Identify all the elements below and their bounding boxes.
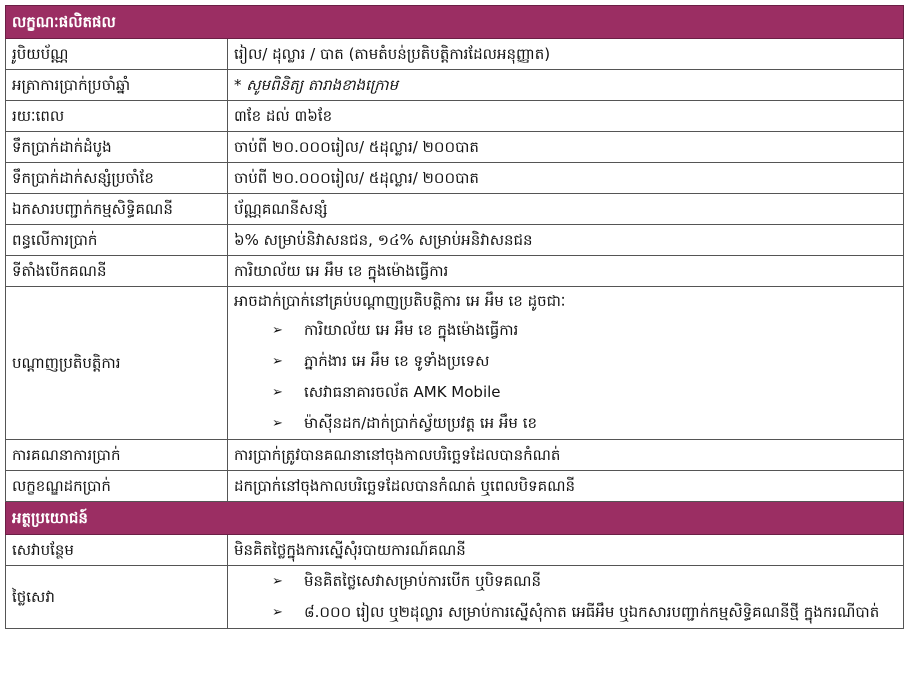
row-label: ទីតាំងបើកគណនី xyxy=(6,256,228,287)
arrow-bullet-icon: ➢ xyxy=(272,354,283,369)
section-header-benefits xyxy=(6,502,904,535)
table-row-initial-deposit xyxy=(6,132,904,163)
table-row-service-fee xyxy=(6,566,904,629)
row-value: មិនគិតថ្លៃក្នុងការស្នើសុំរបាយការណ៍គណនី xyxy=(228,535,904,566)
arrow-bullet-icon: ➢ xyxy=(272,416,283,431)
row-label: ទឹកប្រាក់ដាក់ដំបូង xyxy=(6,132,228,163)
row-label: ថ្លៃសេវា xyxy=(6,566,228,629)
row-value-channels xyxy=(228,287,904,440)
row-value: ចាប់ពី ២០.០០០រៀល/ ៥ដុល្លារ/ ២០០បាត xyxy=(228,163,904,194)
arrow-bullet-icon: ➢ xyxy=(272,385,283,400)
row-label: ពន្ធលើការប្រាក់ xyxy=(6,225,228,256)
list-item xyxy=(272,566,897,597)
fees-list xyxy=(234,566,897,628)
row-label: ការគណនាការប្រាក់ xyxy=(6,440,228,471)
row-label: ឯកសារបញ្ជាក់កម្មសិទ្ធិគណនី xyxy=(6,194,228,225)
row-value: ការិយាល័យ អេ អឹម ខេ ក្នុងម៉ោងធ្វើការ xyxy=(228,256,904,287)
table-row-interest-calculation xyxy=(6,440,904,471)
row-value: ៦% សម្រាប់និវាសនជន, ១៤% សម្រាប់អនិវាសនជន xyxy=(228,225,904,256)
section-header-features xyxy=(6,6,904,39)
row-value: ៣ខែ ដល់ ៣៦ខែ xyxy=(228,101,904,132)
row-label: ទឹកប្រាក់ដាក់សន្សំប្រចាំខែ xyxy=(6,163,228,194)
list-item xyxy=(272,315,897,346)
list-item-text: ការិយាល័យ អេ អឹម ខេ ក្នុងម៉ោងធ្វើការ xyxy=(304,321,519,339)
row-label: រយៈពេល xyxy=(6,101,228,132)
list-item-text: មិនគិតថ្លៃសេវាសម្រាប់ការបើក ឬបិទគណនី xyxy=(304,572,542,590)
arrow-bullet-icon: ➢ xyxy=(272,574,283,589)
list-item-text: ភ្នាក់ងារ អេ អឹម ខេ ទូទាំងប្រទេស xyxy=(304,352,490,370)
list-item xyxy=(272,597,897,628)
table-row-ownership-document xyxy=(6,194,904,225)
table-row-interest-rate xyxy=(6,70,904,101)
channels-intro: អាចដាក់ប្រាក់នៅគ្រប់បណ្តាញប្រតិបត្តិការ អេ អឹម ខេ ដូចជាៈ xyxy=(234,292,566,310)
arrow-bullet-icon: ➢ xyxy=(272,323,283,338)
row-label: រូបិយប័ណ្ណ xyxy=(6,39,228,70)
table-row-tax xyxy=(6,225,904,256)
row-value: * សូមពិនិត្យ តារាងខាងក្រោម xyxy=(228,70,904,101)
list-item xyxy=(272,408,897,439)
product-table xyxy=(5,5,904,629)
arrow-bullet-icon: ➢ xyxy=(272,605,283,620)
table-row-currency xyxy=(6,39,904,70)
row-label: បណ្តាញប្រតិបត្តិការ xyxy=(6,287,228,440)
list-item-text: ៨.០០០ រៀល ឬ២ដុល្លារ សម្រាប់ការស្នើសុំកាត អេធីអឹម ឬឯកសារបញ្ជាក់កម្មសិទ្ធិគណនីថ្មី ក្នុងករណីបាត់ xyxy=(304,603,880,621)
channels-list xyxy=(234,315,897,439)
table-row-account-opening-location xyxy=(6,256,904,287)
list-item xyxy=(272,377,897,408)
section-header-features-title: លក្ខណៈផលិតផល xyxy=(6,6,904,39)
row-value: ប័ណ្ណគណនីសន្សំ xyxy=(228,194,904,225)
row-value: រៀល/ ដុល្លារ / បាត (តាមតំបន់ប្រតិបត្តិការដែលអនុញ្ញាត) xyxy=(228,39,904,70)
row-label: លក្ខខណ្ឌដកប្រាក់ xyxy=(6,471,228,502)
table-row-term xyxy=(6,101,904,132)
list-item-text: ម៉ាស៊ីនដក/ដាក់ប្រាក់ស្វ័យប្រវត្ត អេ អឹម ខេ xyxy=(304,414,538,432)
row-value-fees xyxy=(228,566,904,629)
list-item-text: សេវាធនាគារចល័ត AMK Mobile xyxy=(304,383,501,401)
row-label: អត្រាការប្រាក់ប្រចាំឆ្នាំ xyxy=(6,70,228,101)
row-value: ដកប្រាក់នៅចុងកាលបរិច្ឆេទដែលបានកំណត់ ឬពេលបិទគណនី xyxy=(228,471,904,502)
table-row-monthly-deposit xyxy=(6,163,904,194)
table-row-additional-service xyxy=(6,535,904,566)
row-value: ការប្រាក់ត្រូវបានគណនានៅចុងកាលបរិច្ឆេទដែលបានកំណត់ xyxy=(228,440,904,471)
list-item xyxy=(272,346,897,377)
row-value: ចាប់ពី ២០.០០០រៀល/ ៥ដុល្លារ/ ២០០បាត xyxy=(228,132,904,163)
table-row-withdrawal-conditions xyxy=(6,471,904,502)
table-row-channels xyxy=(6,287,904,440)
section-header-benefits-title: អត្ថប្រយោជន៍ xyxy=(6,502,904,535)
row-label: សេវាបន្ថែម xyxy=(6,535,228,566)
